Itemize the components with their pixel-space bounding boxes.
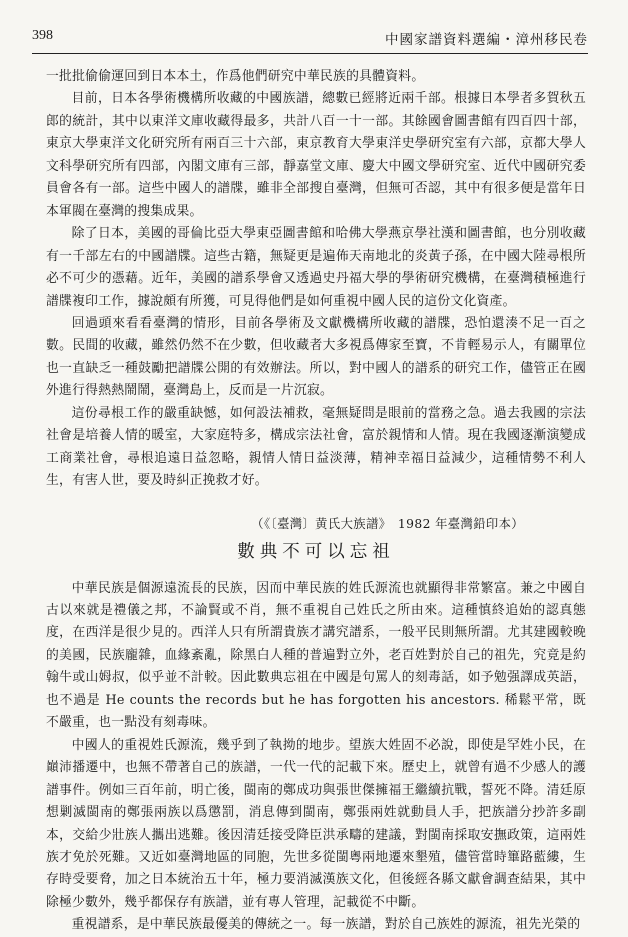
book-title: 中國家譜資料選編・漳州移民卷: [385, 32, 588, 48]
paragraph: 回過頭來看看臺灣的情形，目前各學術及文獻機構所收藏的譜牒，恐怕還湊不足一百之數。民間的收藏，雖然仍然不在少數，但收藏者大多視爲傳家至寶，不肯輕易示人，有關單位也一直缺乏一種鼓勵把譜牒公開的有效辦法。所以，對中國人的譜系的研究工作，儘管正在國外進行得熱熱鬧鬧，臺灣島上，反而是一片沉寂。: [46, 315, 586, 399]
page-header: [32, 26, 588, 48]
paragraph: 這份尋根工作的嚴重缺憾，如何設法補救，毫無疑問是眼前的當務之急。過去我國的宗法社會是培養人情的暖室，大家庭特多，構成宗法社會，富於親情和人情。現在我國逐漸演變成工商業社會，尋根追遠日益忽略，親情人情日益淡薄，精神幸福日益減少，這種情勢不利人生，有害人世，要及時糾正挽救才好。: [46, 405, 586, 489]
page-number: 398: [32, 28, 53, 43]
page-body: [46, 66, 586, 937]
paragraph: 重視譜系，是中華民族最優美的傳統之一。每一族譜，對於自己族姓的源流，祖先光榮的: [71, 917, 581, 933]
article-title: 數典不可以忘祖: [237, 542, 395, 563]
paragraph: 中華民族是個源遠流長的民族，因而中華民族的姓氏源流也就顯得非常繁富。兼之中國自古以來就是禮儀之邦，不論賢或不肖，無不重視自己姓氏之所由來。這種慎終追始的認真態度，在西洋是很少見的。西洋人只有所謂貴族才講究譜系，一般平民則無所謂。尤其建國較晚的美國，民族龐雜，血緣紊亂，除黑白人種的普遍對立外，老百姓對於自己的祖先，究竟是約翰牛或山姆叔，似乎並不計較。因此數典忘祖在中國是句罵人的刻毒話，如予勉强譯成英語，也不過是 He counts the records but he has forgotten his ancestors. 稀鬆平常，既不嚴重，也一點没有刻毒味。: [46, 580, 586, 731]
source-citation: （《〔臺灣〕黄氏大族譜》 1982 年臺灣鉛印本）: [251, 516, 524, 531]
paragraph: 除了日本，美國的哥倫比亞大學東亞圖書館和哈佛大學燕京學社漢和圖書館，也分別收藏有一千部左右的中國譜牒。這些古籍，無疑更是遍佈天南地北的炎黃子孫，在中國大陸尋根所必不可少的憑藉。近年，美國的譜系學會又透過史丹福大學的學術研究機構，在臺灣積極進行譜牒複印工作，據說頗有所獲，可見得他們是如何重視中國人民的這份文化資產。: [46, 226, 586, 309]
paragraph: 一批批偷偷運回到日本本土，作爲他們研究中華民族的具體資料。: [46, 69, 425, 84]
paragraph: 目前，日本各學術機構所收藏的中國族譜，總數已經將近兩千部。根據日本學者多賀秋五郎的統計，其中以東洋文庫收藏得最多，共計八百一十一部。其餘國會圖書館有四百四十部，東京大學東洋文化研究所有兩百三十六部，東京教育大學東洋史學研究室有六部，京都大學人文科學研究所有四部，內閣文庫有三部，靜嘉堂文庫、慶大中國文學研究室、近代中國研究委員會各有一部。這些中國人的譜牒，雖非全部搜自臺灣，但無可否認，其中有很多便是當年日本軍閥在臺灣的搜集成果。: [46, 91, 586, 219]
header-rule: [32, 53, 588, 54]
paragraph: 中國人的重視姓氏源流，幾乎到了執拗的地步。望族大姓固不必說，即使是罕姓小民，在巔沛播遷中，也無不帶著自己的族譜，一代一代的記載下來。歷史上，就曾有過不少感人的護譜事件。例如三百年前，明亡後，閩南的鄭成功與張世傑擁福王繼續抗戰，誓死不降。清廷原想剿滅閩南的鄭張兩族以爲懲罰，消息傳到閩南，鄭張兩姓就動員人手，把族譜分抄許多副本，交給少壯族人攜出逃難。後因清廷接受降臣洪承疇的建議，對閩南採取安撫政策，這兩姓族才免於死難。又近如臺灣地區的同胞，先世多從閩粵兩地遷來墾殖，儘管當時篳路藍縷，生存時受要脅，加之日本統治五十年，極力要消滅漢族文化，但後經各縣文獻會調查結果，其中除極少數外，幾乎都保存有族譜，並有專人管理，記載從不中斷。: [46, 737, 586, 910]
